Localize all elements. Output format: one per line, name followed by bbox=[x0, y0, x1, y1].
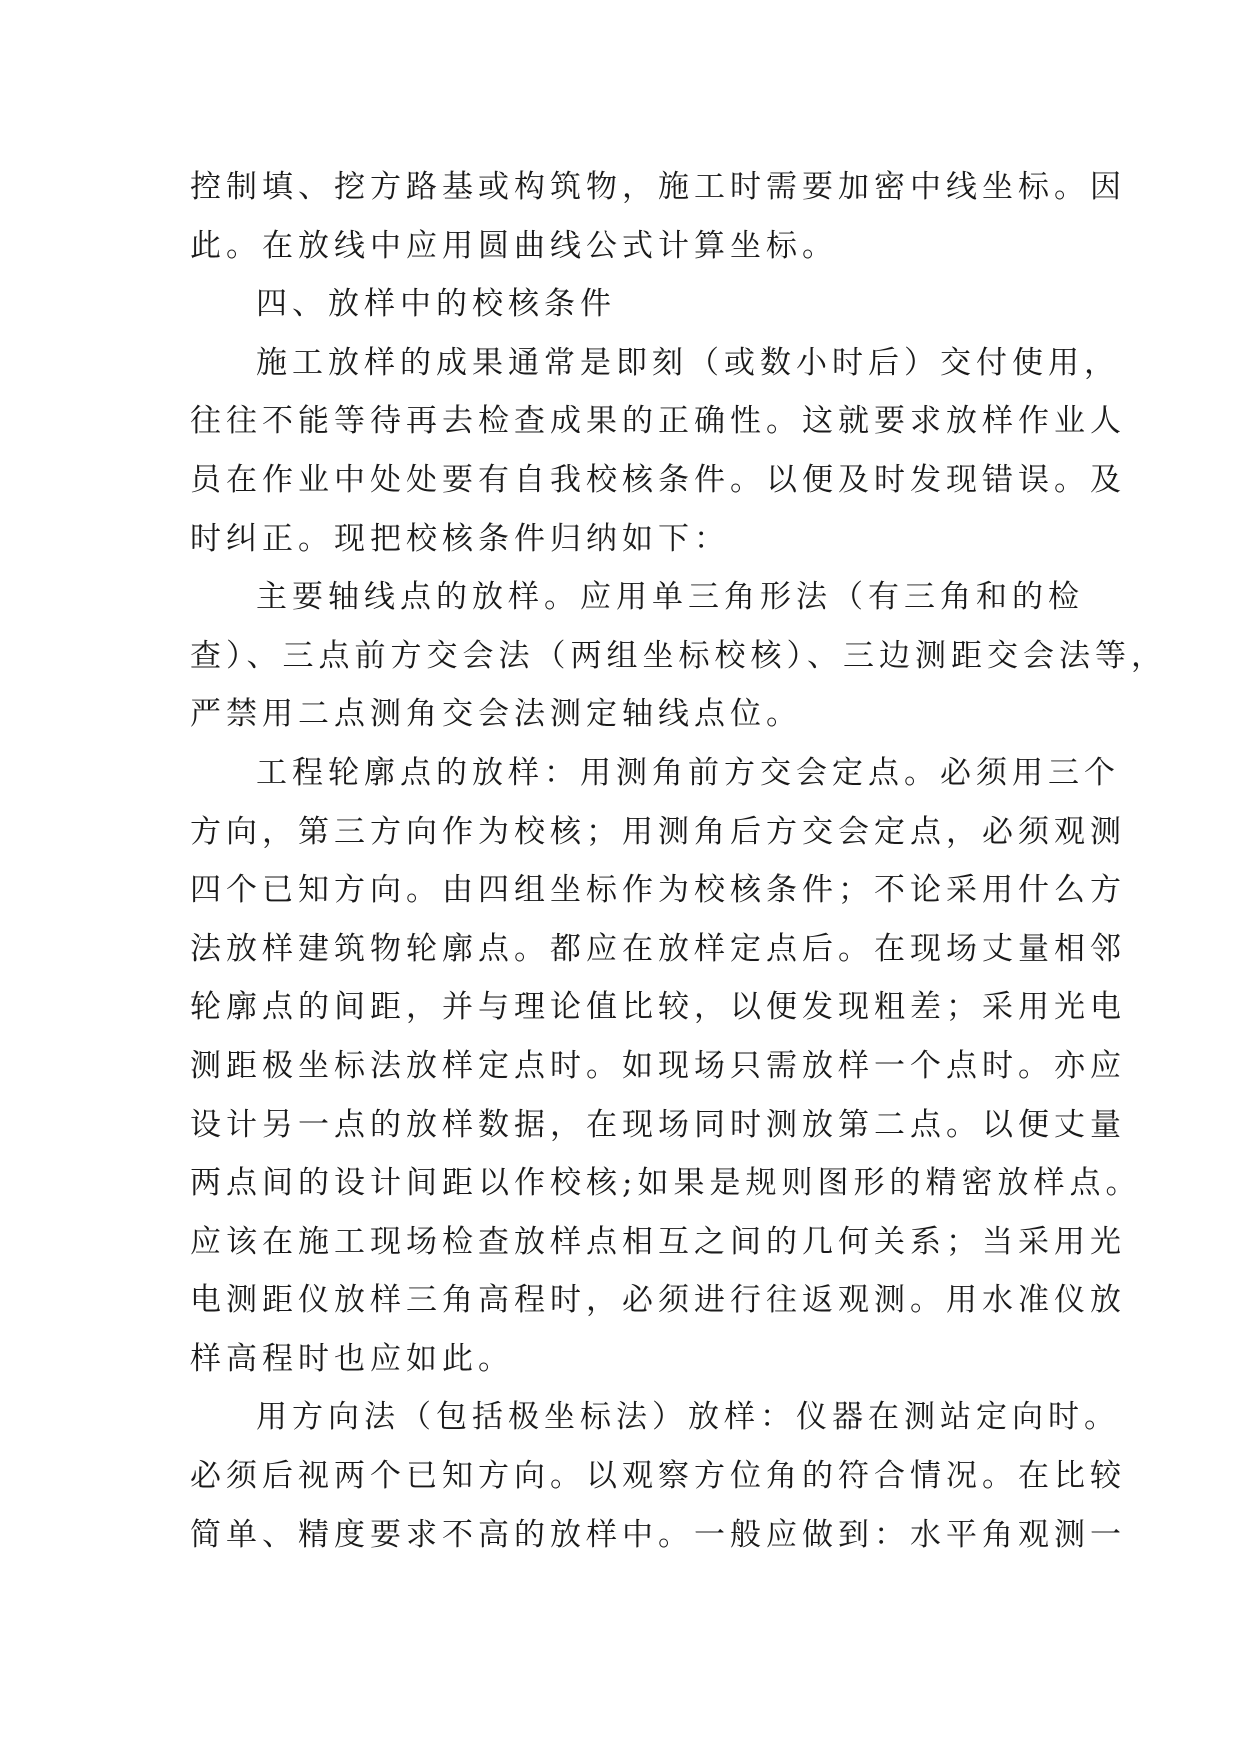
text-line: 简单、精度要求不高的放样中。一般应做到：水平角观测一 bbox=[190, 1516, 1126, 1553]
text-line: 设计另一点的放样数据，在现场同时测放第二点。以便丈量 bbox=[190, 1106, 1126, 1143]
text-line: 工程轮廓点的放样：用测角前方交会定点。必须用三个 bbox=[256, 754, 1120, 791]
text-line: 此。在放线中应用圆曲线公式计算坐标。 bbox=[190, 227, 838, 264]
text-line: 方向，第三方向作为校核；用测角后方交会定点，必须观测 bbox=[190, 813, 1126, 850]
text-line: 查）、三点前方交会法（两组坐标校核）、三边测距交会法等， bbox=[190, 637, 1167, 674]
text-line: 主要轴线点的放样。应用单三角形法（有三角和的检 bbox=[256, 579, 1084, 616]
text-line: 施工放样的成果通常是即刻（或数小时后）交付使用， bbox=[256, 344, 1120, 381]
text-line: 法放样建筑物轮廓点。都应在放样定点后。在现场丈量相邻 bbox=[190, 930, 1126, 967]
text-line: 时纠正。现把校核条件归纳如下： bbox=[190, 520, 730, 557]
text-line: 轮廓点的间距，并与理论值比较，以便发现粗差；采用光电 bbox=[190, 989, 1126, 1026]
text-line: 样高程时也应如此。 bbox=[190, 1340, 514, 1377]
text-line: 往往不能等待再去检查成果的正确性。这就要求放样作业人 bbox=[190, 403, 1126, 440]
section-heading: 四、放样中的校核条件 bbox=[256, 286, 616, 323]
text-line: 严禁用二点测角交会法测定轴线点位。 bbox=[190, 696, 802, 733]
text-line: 员在作业中处处要有自我校核条件。以便及时发现错误。及 bbox=[190, 461, 1126, 498]
text-line: 控制填、挖方路基或构筑物，施工时需要加密中线坐标。因 bbox=[190, 169, 1126, 205]
body-text bbox=[190, 158, 1167, 1564]
text-line: 电测距仪放样三角高程时，必须进行往返观测。用水准仪放 bbox=[190, 1282, 1126, 1319]
text-line: 用方向法（包括极坐标法）放样：仪器在测站定向时。 bbox=[256, 1399, 1120, 1436]
text-line: 必须后视两个已知方向。以观察方位角的符合情况。在比较 bbox=[190, 1458, 1126, 1495]
text-line: 两点间的设计间距以作校核;如果是规则图形的精密放样点。 bbox=[190, 1165, 1142, 1202]
text-line: 测距极坐标法放样定点时。如现场只需放样一个点时。亦应 bbox=[190, 1047, 1126, 1084]
text-line: 四个已知方向。由四组坐标作为校核条件；不论采用什么方 bbox=[190, 872, 1126, 909]
text-line: 应该在施工现场检查放样点相互之间的几何关系；当采用光 bbox=[190, 1223, 1126, 1260]
